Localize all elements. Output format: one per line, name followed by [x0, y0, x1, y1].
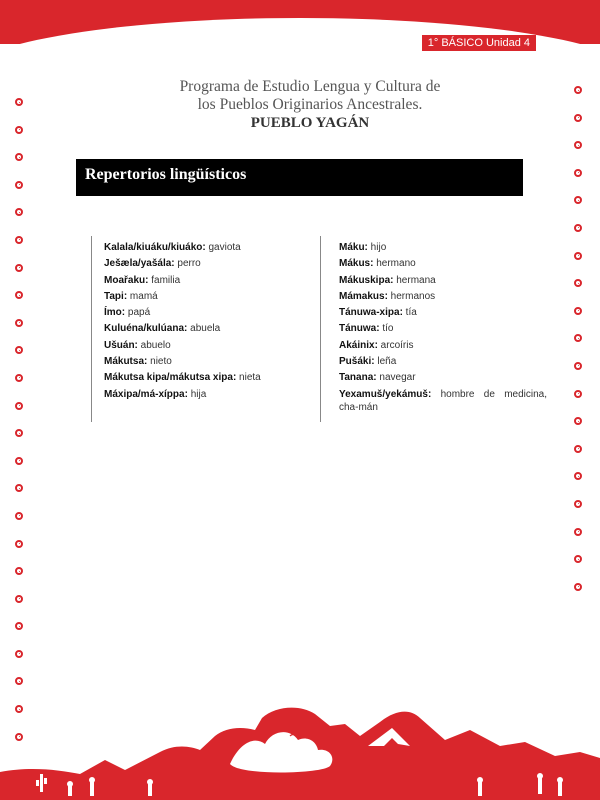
vocab-term: Tánuwa-xipa:	[339, 307, 403, 319]
vocab-entry	[339, 290, 547, 303]
vocab-term: Mámakus:	[339, 290, 388, 302]
vocab-term: Moařaku:	[104, 274, 149, 286]
column-divider-middle	[320, 236, 321, 422]
ornament-dot-icon	[15, 595, 23, 603]
vocab-meaning: tía	[402, 307, 417, 319]
vocab-meaning: papá	[125, 307, 151, 319]
ornament-dot-icon	[15, 319, 23, 327]
vocab-meaning: hija	[187, 388, 207, 400]
column-divider-left	[91, 236, 92, 422]
decorative-dots-right	[574, 86, 584, 610]
ornament-dot-icon	[574, 555, 582, 563]
vocabulary-column-left	[104, 241, 314, 404]
ornament-dot-icon	[574, 141, 582, 149]
vocab-meaning: tío	[379, 323, 394, 335]
ornament-dot-icon	[15, 540, 23, 548]
vocab-meaning: hermano	[373, 258, 416, 270]
ornament-dot-icon	[574, 279, 582, 287]
ornament-dot-icon	[574, 334, 582, 342]
footer-landscape-illustration	[0, 700, 600, 800]
vocab-term: Ušuán:	[104, 339, 138, 351]
vocab-term: Máku:	[339, 242, 368, 253]
ornament-dot-icon	[574, 169, 582, 177]
vocab-entry	[339, 388, 547, 414]
vocab-entry	[339, 241, 547, 254]
vocab-entry	[104, 290, 314, 303]
vocab-meaning: hijo	[367, 242, 387, 253]
section-title-bar	[76, 159, 523, 196]
decorative-dots-left	[15, 98, 25, 760]
ornament-dot-icon	[574, 362, 582, 370]
vocab-term: Pušáki:	[339, 356, 375, 368]
ornament-dot-icon	[15, 677, 23, 685]
vocab-entry	[339, 257, 547, 270]
ornament-dot-icon	[574, 417, 582, 425]
ornament-dot-icon	[15, 402, 23, 410]
vocab-meaning: hermanos	[387, 290, 436, 302]
vocab-entry	[104, 371, 314, 384]
vocab-entry	[104, 274, 314, 287]
vocab-entry	[339, 322, 547, 335]
vocab-term: Tánuwa:	[339, 323, 380, 335]
vocabulary-column-right	[339, 241, 547, 417]
ornament-dot-icon	[15, 512, 23, 520]
ornament-dot-icon	[574, 224, 582, 232]
vocab-term: Mákutsa:	[104, 356, 148, 368]
vocab-meaning: hombre de medicina, cha-mán	[339, 388, 547, 413]
ornament-dot-icon	[15, 484, 23, 492]
document-header	[100, 78, 520, 132]
ornament-dot-icon	[15, 567, 23, 575]
vocab-term: Máxipa/má-xíppa:	[104, 388, 188, 400]
vocab-meaning: perro	[174, 258, 201, 270]
vocab-entry	[104, 306, 314, 319]
vocab-term: Yexamuš/yekámuš:	[339, 388, 432, 400]
ornament-dot-icon	[15, 153, 23, 161]
vocab-term: Kuluéna/kulúana:	[104, 323, 188, 335]
vocab-meaning: mamá	[127, 290, 158, 302]
vocab-entry	[339, 306, 547, 319]
vocab-entry	[104, 388, 314, 401]
vocab-meaning: gaviota	[205, 242, 241, 253]
vocab-meaning: leña	[374, 356, 397, 368]
vocab-term: Ješæla/yašála:	[104, 258, 175, 270]
vocab-meaning: arcoíris	[377, 339, 414, 351]
vocab-term: Akáinix:	[339, 339, 378, 351]
ornament-dot-icon	[574, 472, 582, 480]
ornament-dot-icon	[574, 390, 582, 398]
header-line-2: los Pueblos Originarios Ancestrales.	[197, 96, 423, 113]
vocab-term: Tanana:	[339, 372, 377, 384]
grade-unit-badge: 1° BÁSICO Unidad 4	[422, 35, 536, 51]
ornament-dot-icon	[15, 374, 23, 382]
vocab-meaning: nieta	[236, 372, 261, 384]
ornament-dot-icon	[574, 114, 582, 122]
vocab-term: Mákus:	[339, 258, 374, 270]
ornament-dot-icon	[574, 86, 582, 94]
vocab-entry	[104, 257, 314, 270]
ornament-dot-icon	[15, 126, 23, 134]
ornament-dot-icon	[574, 307, 582, 315]
vocab-entry	[339, 371, 547, 384]
ornament-dot-icon	[574, 445, 582, 453]
vocab-term: Ímo:	[104, 307, 126, 319]
vocab-meaning: abuelo	[137, 339, 171, 351]
ornament-dot-icon	[574, 528, 582, 536]
vocab-entry	[104, 355, 314, 368]
ornament-dot-icon	[15, 429, 23, 437]
vocab-entry	[104, 322, 314, 335]
vocab-meaning: abuela	[187, 323, 221, 335]
ornament-dot-icon	[15, 457, 23, 465]
ornament-dot-icon	[574, 583, 582, 591]
section-title: Repertorios lingüísticos	[85, 166, 247, 183]
vocab-term: Kalala/kiuáku/kiuáko:	[104, 242, 206, 253]
ornament-dot-icon	[574, 500, 582, 508]
vocab-meaning: navegar	[376, 372, 416, 384]
vocab-meaning: hermana	[393, 274, 436, 286]
vocab-entry	[104, 241, 314, 254]
header-people-name: PUEBLO YAGÁN	[250, 115, 370, 131]
ornament-dot-icon	[15, 98, 23, 106]
ornament-dot-icon	[15, 622, 23, 630]
vocab-term: Mákuskipa:	[339, 274, 394, 286]
vocab-entry	[339, 274, 547, 287]
ornament-dot-icon	[15, 650, 23, 658]
ornament-dot-icon	[15, 208, 23, 216]
vocab-entry	[104, 339, 314, 352]
ornament-dot-icon	[15, 264, 23, 272]
vocab-meaning: nieto	[147, 356, 172, 368]
ornament-dot-icon	[15, 236, 23, 244]
ornament-dot-icon	[574, 196, 582, 204]
ornament-dot-icon	[574, 252, 582, 260]
header-line-1: Programa de Estudio Lengua y Cultura de	[179, 78, 441, 95]
vocab-meaning: familia	[148, 274, 181, 286]
vocab-term: Tapi:	[104, 290, 128, 302]
vocab-entry	[339, 339, 547, 352]
ornament-dot-icon	[15, 291, 23, 299]
ornament-dot-icon	[15, 346, 23, 354]
ornament-dot-icon	[15, 181, 23, 189]
vocab-term: Mákutsa kipa/mákutsa xipa:	[104, 372, 237, 384]
vocab-entry	[339, 355, 547, 368]
